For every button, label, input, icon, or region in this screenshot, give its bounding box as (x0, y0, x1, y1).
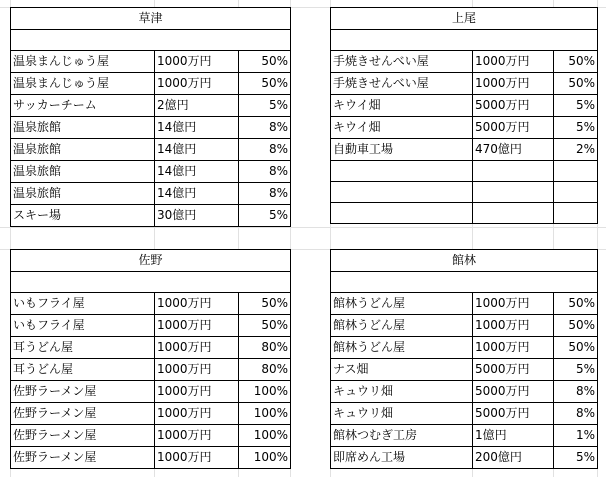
table-row (11, 359, 291, 381)
amount-cell[interactable]: 1000万円 (473, 73, 554, 95)
shop-cell[interactable]: キウイ畑 (331, 95, 473, 117)
region-title[interactable]: 館林 (331, 250, 598, 272)
ratio-cell[interactable]: 50% (554, 51, 598, 73)
amount-cell[interactable] (473, 182, 554, 203)
ratio-cell[interactable]: 80% (239, 337, 291, 359)
ratio-cell[interactable]: 100% (239, 403, 291, 425)
region-table-tatebayashi (330, 249, 598, 469)
shop-cell[interactable]: キュウリ畑 (331, 403, 473, 425)
shop-cell[interactable]: 耳うどん屋 (11, 359, 155, 381)
ratio-cell[interactable]: 5% (554, 359, 598, 381)
table-row (11, 73, 291, 95)
amount-cell[interactable]: 14億円 (155, 161, 239, 183)
region-table-ageo (330, 7, 598, 224)
table-row (11, 139, 291, 161)
amount-cell[interactable]: 14億円 (155, 117, 239, 139)
table-row (11, 293, 291, 315)
amount-cell[interactable]: 470億円 (473, 139, 554, 161)
shop-cell[interactable]: ナス畑 (331, 359, 473, 381)
shop-cell[interactable]: いもフライ屋 (11, 293, 155, 315)
shop-cell[interactable]: 温泉旅館 (11, 161, 155, 183)
ratio-cell[interactable]: 80% (239, 359, 291, 381)
shop-cell[interactable] (331, 203, 473, 224)
table-row (331, 425, 598, 447)
ratio-cell[interactable]: 8% (554, 403, 598, 425)
shop-cell[interactable]: 館林うどん屋 (331, 293, 473, 315)
amount-cell[interactable]: 2億円 (155, 95, 239, 117)
ratio-cell[interactable]: 5% (554, 95, 598, 117)
amount-cell[interactable]: 14億円 (155, 183, 239, 205)
blank-row[interactable] (11, 30, 291, 51)
ratio-cell[interactable]: 8% (239, 117, 291, 139)
shop-cell[interactable]: 佐野ラーメン屋 (11, 403, 155, 425)
ratio-cell[interactable]: 50% (239, 315, 291, 337)
shop-cell[interactable]: 手焼きせんべい屋 (331, 51, 473, 73)
table-row (11, 425, 291, 447)
shop-cell[interactable] (331, 161, 473, 182)
ratio-cell[interactable]: 50% (239, 73, 291, 95)
shop-cell[interactable]: 手焼きせんべい屋 (331, 73, 473, 95)
shop-cell[interactable]: 耳うどん屋 (11, 337, 155, 359)
ratio-cell[interactable]: 100% (239, 381, 291, 403)
amount-cell[interactable]: 14億円 (155, 139, 239, 161)
table-row (11, 337, 291, 359)
amount-cell[interactable]: 5000万円 (473, 381, 554, 403)
ratio-cell[interactable]: 50% (554, 293, 598, 315)
shop-cell[interactable]: 温泉旅館 (11, 117, 155, 139)
ratio-cell[interactable]: 50% (554, 337, 598, 359)
shop-cell[interactable]: 館林つむぎ工房 (331, 425, 473, 447)
ratio-cell[interactable]: 5% (239, 95, 291, 117)
table-row (331, 337, 598, 359)
table-row (11, 161, 291, 183)
amount-cell[interactable]: 1000万円 (155, 315, 239, 337)
table-row (331, 381, 598, 403)
amount-cell[interactable]: 1000万円 (155, 359, 239, 381)
table-row (331, 161, 598, 182)
amount-cell[interactable]: 1000万円 (473, 315, 554, 337)
shop-cell[interactable]: キウイ畑 (331, 117, 473, 139)
ratio-cell[interactable]: 5% (554, 117, 598, 139)
shop-cell[interactable]: スキー場 (11, 205, 155, 227)
amount-cell[interactable]: 1000万円 (155, 425, 239, 447)
shop-cell[interactable]: 温泉まんじゅう屋 (11, 51, 155, 73)
table-row (11, 381, 291, 403)
amount-cell[interactable]: 1000万円 (155, 293, 239, 315)
table-row (11, 183, 291, 205)
ratio-cell[interactable]: 50% (554, 315, 598, 337)
ratio-cell[interactable] (554, 182, 598, 203)
ratio-cell[interactable]: 8% (239, 161, 291, 183)
table-row (331, 315, 598, 337)
shop-cell[interactable]: 自動車工場 (331, 139, 473, 161)
table-row (11, 205, 291, 227)
region-title[interactable]: 草津 (11, 8, 291, 30)
table-row (331, 359, 598, 381)
table-row (11, 447, 291, 469)
shop-cell[interactable]: 館林うどん屋 (331, 337, 473, 359)
amount-cell[interactable]: 5000万円 (473, 403, 554, 425)
shop-cell[interactable]: 即席めん工場 (331, 447, 473, 469)
blank-row[interactable] (11, 272, 291, 293)
table-row (11, 117, 291, 139)
shop-cell[interactable]: 佐野ラーメン屋 (11, 425, 155, 447)
shop-cell[interactable]: 佐野ラーメン屋 (11, 447, 155, 469)
region-table-sano (10, 249, 291, 469)
blank-row[interactable] (331, 30, 598, 51)
amount-cell[interactable]: 1000万円 (155, 447, 239, 469)
ratio-cell[interactable]: 8% (554, 381, 598, 403)
amount-cell[interactable]: 1000万円 (155, 403, 239, 425)
ratio-cell[interactable]: 100% (239, 447, 291, 469)
shop-cell[interactable]: サッカーチーム (11, 95, 155, 117)
amount-cell[interactable] (473, 161, 554, 182)
table-row (331, 447, 598, 469)
ratio-cell[interactable]: 50% (239, 293, 291, 315)
table-row (331, 117, 598, 139)
table-row (331, 403, 598, 425)
amount-cell[interactable]: 5000万円 (473, 359, 554, 381)
amount-cell[interactable]: 200億円 (473, 447, 554, 469)
table-row (331, 182, 598, 203)
shop-cell[interactable]: 温泉旅館 (11, 139, 155, 161)
amount-cell[interactable]: 30億円 (155, 205, 239, 227)
region-table-kusatsu (10, 7, 291, 227)
region-title[interactable]: 上尾 (331, 8, 598, 30)
amount-cell[interactable]: 1000万円 (155, 337, 239, 359)
amount-cell[interactable]: 1000万円 (155, 73, 239, 95)
ratio-cell[interactable]: 100% (239, 425, 291, 447)
amount-cell[interactable]: 5000万円 (473, 95, 554, 117)
ratio-cell[interactable]: 50% (239, 51, 291, 73)
amount-cell[interactable] (473, 203, 554, 224)
shop-cell[interactable]: 温泉まんじゅう屋 (11, 73, 155, 95)
ratio-cell[interactable] (554, 203, 598, 224)
table-row (331, 73, 598, 95)
amount-cell[interactable]: 1000万円 (473, 51, 554, 73)
ratio-cell[interactable]: 50% (554, 73, 598, 95)
shop-cell[interactable]: 温泉旅館 (11, 183, 155, 205)
ratio-cell[interactable] (554, 161, 598, 182)
gridline (0, 227, 606, 228)
ratio-cell[interactable]: 1% (554, 425, 598, 447)
shop-cell[interactable]: 佐野ラーメン屋 (11, 381, 155, 403)
table-row (331, 51, 598, 73)
table-row (11, 95, 291, 117)
blank-row[interactable] (331, 272, 598, 293)
amount-cell[interactable]: 1億円 (473, 425, 554, 447)
table-row (331, 95, 598, 117)
shop-cell[interactable]: キュウリ畑 (331, 381, 473, 403)
amount-cell[interactable]: 1000万円 (155, 51, 239, 73)
amount-cell[interactable]: 1000万円 (473, 293, 554, 315)
amount-cell[interactable]: 5000万円 (473, 117, 554, 139)
ratio-cell[interactable]: 5% (554, 447, 598, 469)
ratio-cell[interactable]: 8% (239, 139, 291, 161)
ratio-cell[interactable]: 8% (239, 183, 291, 205)
shop-cell[interactable]: いもフライ屋 (11, 315, 155, 337)
amount-cell[interactable]: 1000万円 (473, 337, 554, 359)
table-row (331, 293, 598, 315)
ratio-cell[interactable]: 2% (554, 139, 598, 161)
table-row (11, 403, 291, 425)
table-row (331, 139, 598, 161)
amount-cell[interactable]: 1000万円 (155, 381, 239, 403)
table-row (331, 203, 598, 224)
table-row (11, 51, 291, 73)
shop-cell[interactable]: 館林うどん屋 (331, 315, 473, 337)
region-title[interactable]: 佐野 (11, 250, 291, 272)
table-row (11, 315, 291, 337)
ratio-cell[interactable]: 5% (239, 205, 291, 227)
shop-cell[interactable] (331, 182, 473, 203)
